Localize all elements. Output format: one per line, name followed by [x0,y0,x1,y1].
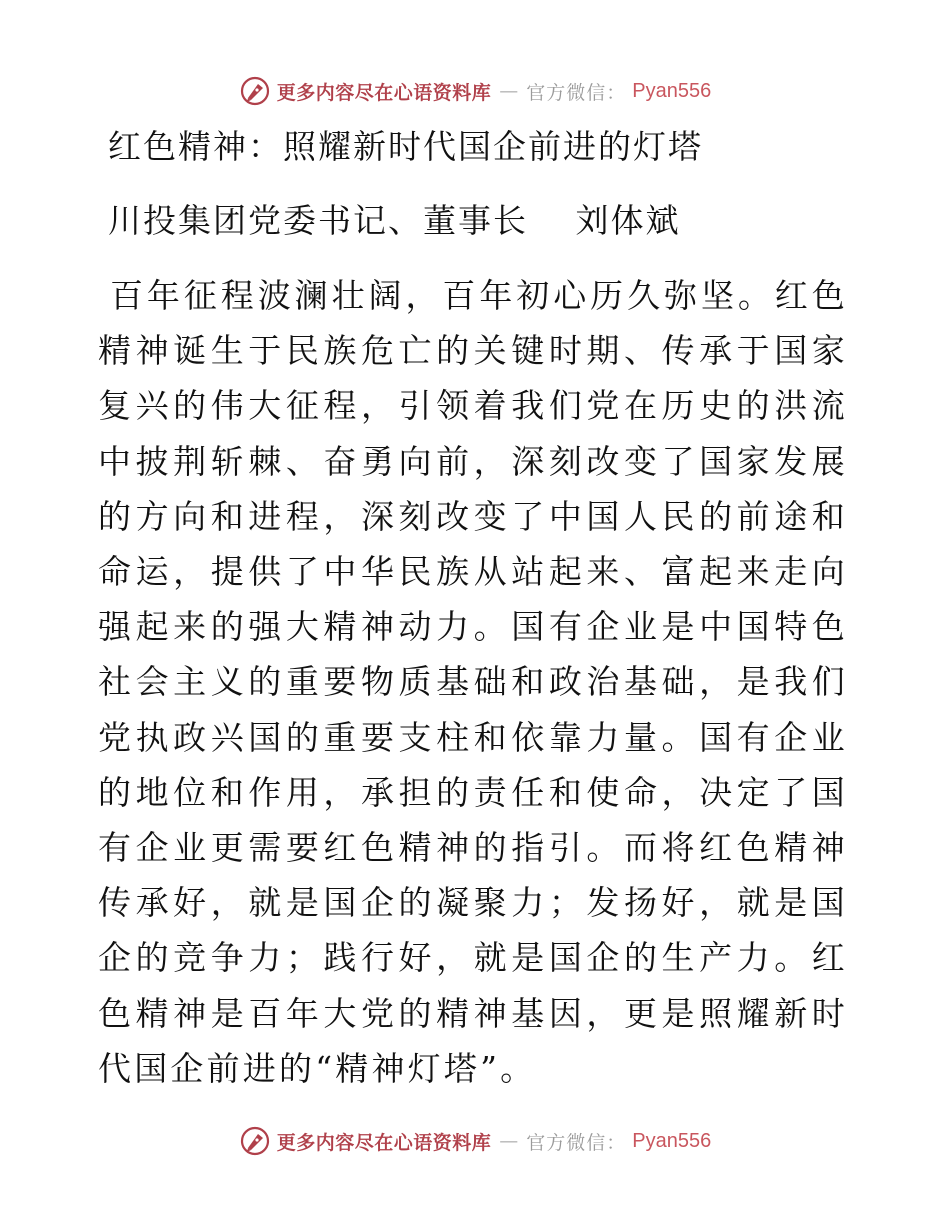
watermark-wechat-id: Pyan556 [632,1129,712,1152]
pen-nib-logo-icon [239,75,271,107]
watermark-wechat-id: Pyan556 [632,79,712,102]
footer-watermark [0,1121,950,1161]
watermark-main-text: 更多内容尽在心语资料库 [276,81,492,104]
header-watermark [0,71,950,111]
body-paragraph: 百年征程波澜壮阔，百年初心历久弥坚。红色精神诞生于民族危亡的关键时期、传承于国家复兴的伟大征程，引领着我们党在历史的洪流中披荆斩棘、奋勇向前，深刻改变了国家发展的方向和进程，深刻改变了中国人民的前途和命运，提供了中华民族从站起来、富起来走向强起来的强大精神动力。国有企业是中国特色社会主义的重要物质基础和政治基础，是我们党执政兴国的重要支柱和依靠力量。国有企业的地位和作用，承担的责任和使命，决定了国有企业更需要红色精神的指引。而将红色精神传承好，就是国企的凝聚力；发扬好，就是国企的竞争力；践行好，就是国企的生产力。红色精神是百年大党的精神基因，更是照耀新时代国企前进的“精神灯塔”。 [98,276,848,1088]
document-title: 红色精神：照耀新时代国企前进的灯塔 [108,127,703,166]
pen-nib-logo-icon [239,1125,271,1157]
watermark-separator: — [499,1130,519,1152]
author-byline: 川投集团党委书记、董事长 刘体斌 [108,201,681,240]
watermark-label: 官方微信： [526,1131,627,1154]
watermark-main-text: 更多内容尽在心语资料库 [276,1131,492,1154]
watermark-label: 官方微信： [526,81,627,104]
watermark-separator: — [499,80,519,102]
